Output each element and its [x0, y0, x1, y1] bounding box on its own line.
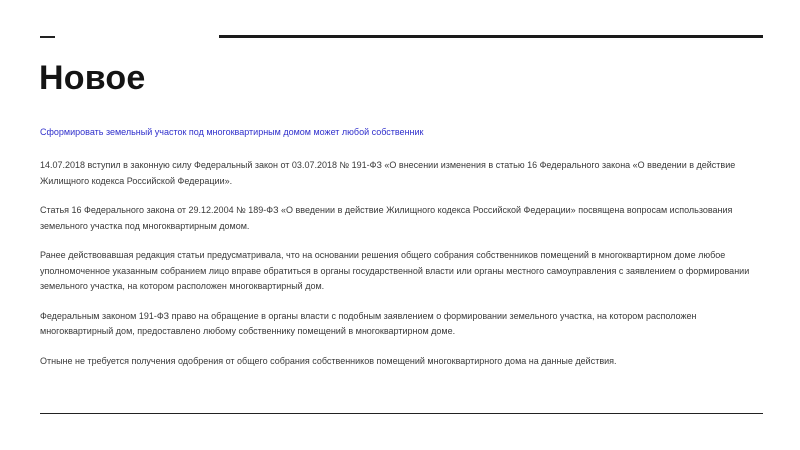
- paragraph-no-approval: Отныне не требуется получения одобрения от общего собрания собственников помещений многоквартирного дома на данные действия.: [40, 355, 617, 366]
- slide-content: [40, 124, 768, 383]
- top-divider: [219, 35, 763, 38]
- paragraph-article-16: Статья 16 Федерального закона от 29.12.2004 № 189-ФЗ «О введении в действие Жилищного кодекса Российской Федерации» посвящена вопросам использования земельного участка под многоквартирным домом.: [40, 205, 733, 231]
- paragraph-previous-edition: Ранее действовавшая редакция статьи предусматривала, что на основании решения общего собрания собственников помещений в многоквартирном доме любое уполномоченное указанным собранием лицо вправе обратиться в органы государственной власти или органы местного самоуправления с заявлением о формировании земельного участка, на котором расположен многоквартирный дом.: [40, 250, 750, 291]
- bottom-divider: [40, 413, 763, 414]
- dash-mark: [40, 36, 55, 38]
- slide-title: Новое: [39, 59, 146, 97]
- paragraph-law-in-force: 14.07.2018 вступил в законную силу Федеральный закон от 03.07.2018 № 191-ФЗ «О внесении изменения в статью 16 Федерального закона «О введении в действие Жилищного кодекса Российской Федерации».: [40, 160, 736, 186]
- slide-subtitle: Сформировать земельный участок под многоквартирным домом может любой собственник: [40, 127, 424, 137]
- paragraph-new-right: Федеральным законом 191-ФЗ право на обращение в органы власти с подобным заявлением о формировании земельного участка, на котором расположен многоквартирный дом, предоставлено любому собственнику помещений в многоквартирном доме.: [40, 310, 697, 336]
